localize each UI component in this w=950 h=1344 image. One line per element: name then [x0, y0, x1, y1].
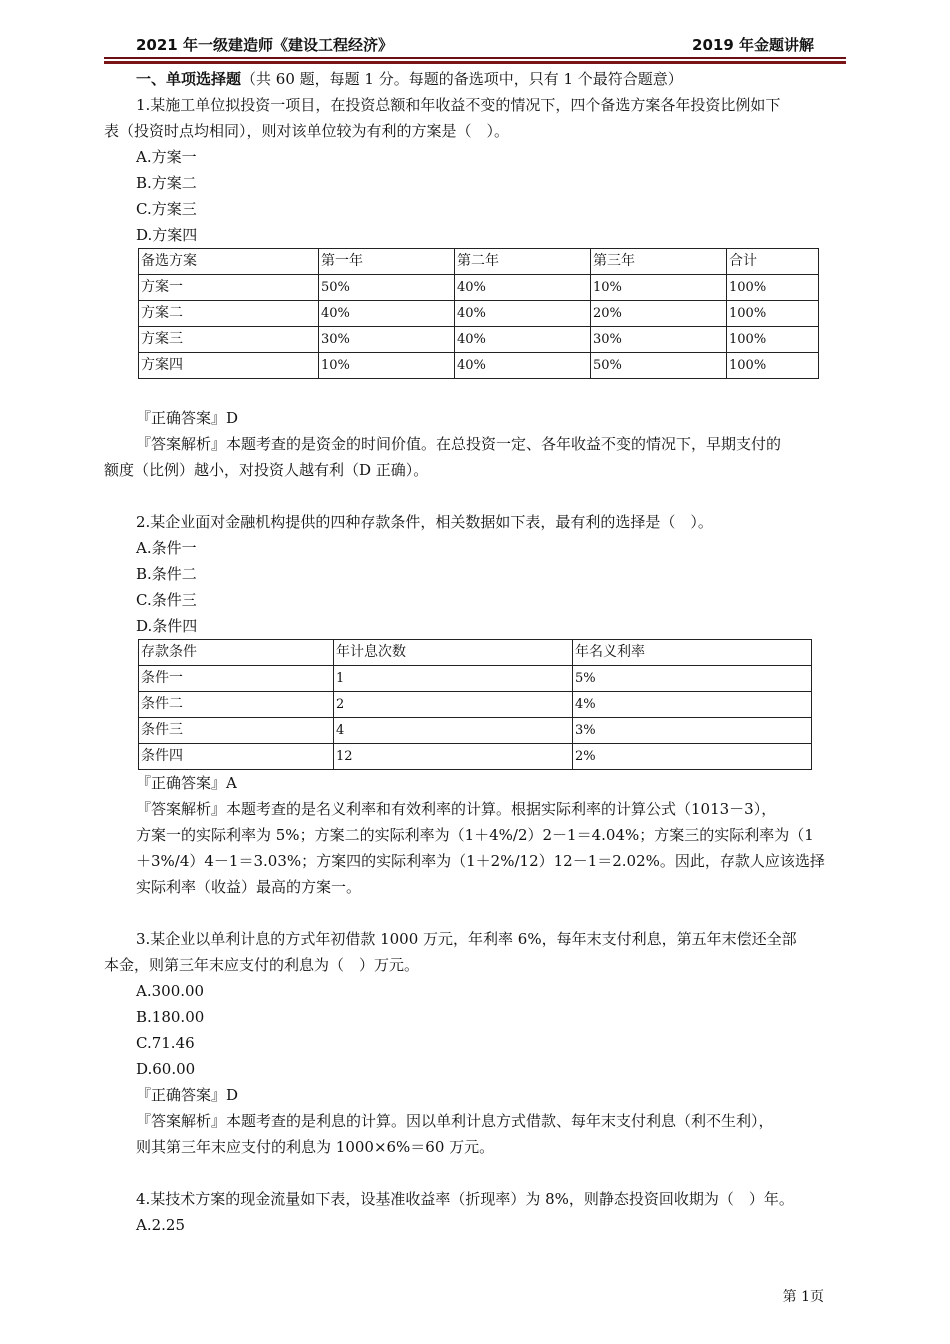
q4-option-a: A.2.25	[136, 1216, 185, 1234]
table-cell: 方案三	[139, 327, 319, 353]
table-row	[139, 666, 812, 692]
table-cell: 100%	[727, 301, 819, 327]
q2-table	[138, 639, 812, 770]
table-header-cell: 第三年	[591, 249, 727, 275]
q2-option-a: A.条件一	[136, 539, 197, 557]
table-cell: 条件三	[139, 718, 334, 744]
q1-analysis-line-2: 额度（比例）越小，对投资人越有利（D 正确）。	[104, 461, 429, 479]
table-cell: 5%	[573, 666, 812, 692]
q1-stem-line-1: 1.某施工单位拟投资一项目，在投资总额和年收益不变的情况下，四个备选方案各年投资比例如下	[136, 96, 781, 114]
q1-stem-line-2: 表（投资时点均相同），则对该单位较为有利的方案是（ ）。	[104, 122, 510, 140]
table-cell: 1	[334, 666, 573, 692]
table-cell: 50%	[319, 275, 455, 301]
table-cell: 2%	[573, 744, 812, 770]
table-row	[139, 327, 819, 353]
header-rule-thin	[104, 57, 846, 59]
table-cell: 条件二	[139, 692, 334, 718]
table-cell: 12	[334, 744, 573, 770]
q2-answer: 『正确答案』A	[136, 774, 237, 792]
q2-analysis-line-4: 实际利率（收益）最高的方案一。	[136, 878, 362, 896]
table-cell: 4	[334, 718, 573, 744]
q1-option-a: A.方案一	[136, 148, 197, 166]
q1-option-b: B.方案二	[136, 174, 197, 192]
table-row	[139, 301, 819, 327]
table-cell: 40%	[455, 327, 591, 353]
q1-table	[138, 248, 819, 379]
table-cell: 40%	[455, 275, 591, 301]
table-row	[139, 353, 819, 379]
header-right-title: 2019 年金题讲解	[692, 36, 814, 54]
table-row	[139, 275, 819, 301]
table-cell: 40%	[455, 353, 591, 379]
table-cell: 100%	[727, 327, 819, 353]
table-cell: 10%	[591, 275, 727, 301]
q2-analysis-line-3: ＋3%/4）4－1＝3.03%；方案四的实际利率为（1＋2%/12）12－1＝2.02%。因此，存款人应该选择	[136, 852, 825, 870]
table-cell: 条件一	[139, 666, 334, 692]
q3-answer: 『正确答案』D	[136, 1086, 239, 1104]
table-cell: 2	[334, 692, 573, 718]
q1-analysis-line-1: 『答案解析』本题考查的是资金的时间价值。在总投资一定、各年收益不变的情况下，早期支付的	[136, 435, 782, 453]
q3-option-b: B.180.00	[136, 1008, 205, 1026]
page-header	[104, 34, 846, 56]
table-cell: 30%	[591, 327, 727, 353]
q1-option-c: C.方案三	[136, 200, 197, 218]
table-header-cell: 第二年	[455, 249, 591, 275]
table-cell: 10%	[319, 353, 455, 379]
table-cell: 方案四	[139, 353, 319, 379]
table-header-cell: 存款条件	[139, 640, 334, 666]
q4-stem-line-1: 4.某技术方案的现金流量如下表，设基准收益率（折现率）为 8%，则静态投资回收期为（ ）年。	[136, 1190, 794, 1208]
table-header-cell: 合计	[727, 249, 819, 275]
section-title: 一、单项选择题（共 60 题，每题 1 分。每题的备选项中，只有 1 个最符合题意）	[136, 70, 683, 88]
table-row	[139, 744, 812, 770]
q1-option-d: D.方案四	[136, 226, 198, 244]
q3-analysis-line-1: 『答案解析』本题考查的是利息的计算。因以单利计息方式借款、每年末支付利息（利不生利），	[136, 1112, 774, 1130]
header-left-title: 2021 年一级建造师《建设工程经济》	[136, 36, 393, 54]
q3-analysis-line-2: 则其第三年末应支付的利息为 1000×6%＝60 万元。	[136, 1138, 495, 1156]
table-cell: 方案一	[139, 275, 319, 301]
q2-option-b: B.条件二	[136, 565, 197, 583]
table-row	[139, 692, 812, 718]
table-header-row	[139, 640, 812, 666]
document-body	[104, 66, 850, 1238]
table-cell: 3%	[573, 718, 812, 744]
table-header-row	[139, 249, 819, 275]
table-cell: 100%	[727, 275, 819, 301]
q2-stem-line-1: 2.某企业面对金融机构提供的四种存款条件，相关数据如下表，最有利的选择是（ ）。	[136, 513, 713, 531]
q1-answer: 『正确答案』D	[136, 409, 239, 427]
table-header-cell: 备选方案	[139, 249, 319, 275]
table-cell: 40%	[455, 301, 591, 327]
q3-option-c: C.71.46	[136, 1034, 195, 1052]
table-cell: 4%	[573, 692, 812, 718]
q2-analysis-line-2: 方案一的实际利率为 5%；方案二的实际利率为（1＋4%/2）2－1＝4.04%；方案三的实际利率为（1	[136, 826, 814, 844]
table-cell: 20%	[591, 301, 727, 327]
table-cell: 30%	[319, 327, 455, 353]
q3-option-d: D.60.00	[136, 1060, 196, 1078]
header-rule-thick	[104, 61, 846, 64]
table-row	[139, 718, 812, 744]
q2-option-c: C.条件三	[136, 591, 197, 609]
table-cell: 方案二	[139, 301, 319, 327]
table-cell: 条件四	[139, 744, 334, 770]
q3-option-a: A.300.00	[136, 982, 205, 1000]
q2-option-d: D.条件四	[136, 617, 198, 635]
q3-stem-line-1: 3.某企业以单利计息的方式年初借款 1000 万元，年利率 6%，每年末支付利息，第五年末偿还全部	[136, 930, 797, 948]
q2-analysis-line-1: 『答案解析』本题考查的是名义利率和有效利率的计算。根据实际利率的计算公式（1013－3），	[136, 800, 777, 818]
table-cell: 50%	[591, 353, 727, 379]
table-header-cell: 第一年	[319, 249, 455, 275]
table-cell: 40%	[319, 301, 455, 327]
q3-stem-line-2: 本金，则第三年末应支付的利息为（ ）万元。	[104, 956, 420, 974]
table-header-cell: 年名义利率	[573, 640, 812, 666]
table-header-cell: 年计息次数	[334, 640, 573, 666]
page-number: 第 1页	[782, 1289, 824, 1305]
table-cell: 100%	[727, 353, 819, 379]
